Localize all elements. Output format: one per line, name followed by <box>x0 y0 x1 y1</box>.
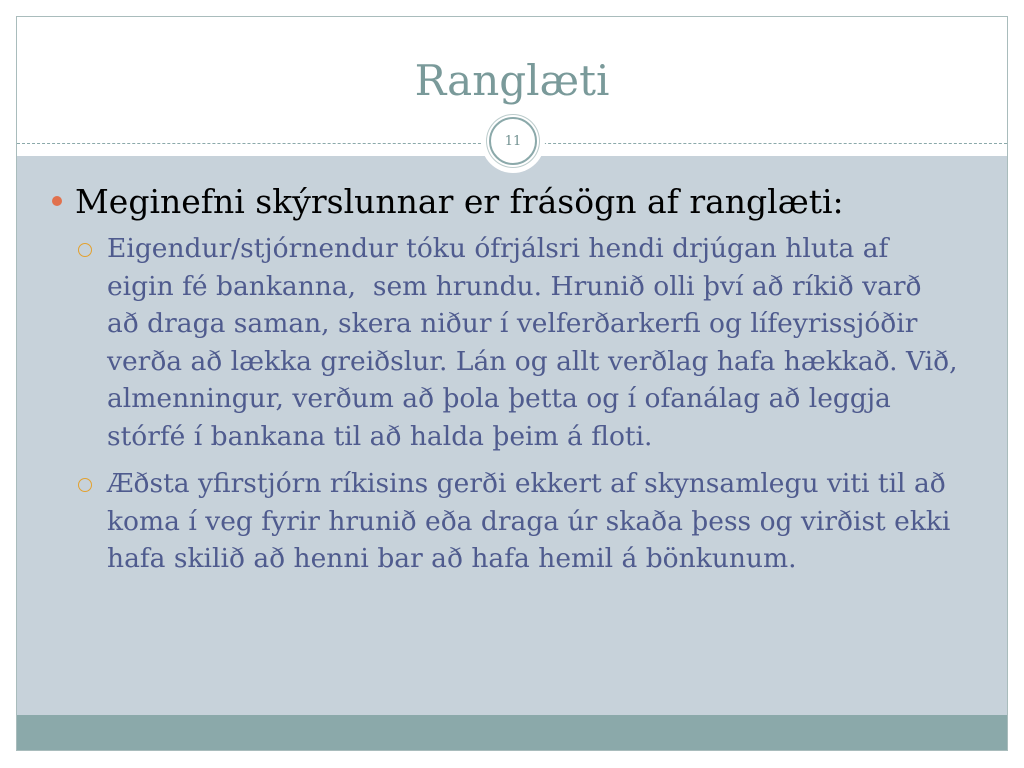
sub-bullet-line: stórfé í bankana til að halda þeim á floti. <box>107 420 653 452</box>
sub-bullet-paragraph <box>107 465 950 578</box>
footer-band <box>17 715 1007 750</box>
sub-bullet-paragraph <box>107 230 958 456</box>
sub-bullet-line: Eigendur/stjórnendur tóku ófrjálsri hendi drjúgan hluta af <box>107 233 889 264</box>
sub-bullet-line: verða að lækka greiðslur. Lán og allt verðlag hafa hækkað. Við, <box>107 345 958 377</box>
slide-number: 11 <box>504 133 522 149</box>
hollow-circle-bullet-icon <box>78 478 92 492</box>
hollow-circle-bullet-icon <box>78 243 92 257</box>
sub-bullet-line: eigin fé bankanna, sem hrundu. Hrunið olli því að ríkið varð <box>107 270 922 302</box>
sub-bullet-line: Æðsta yfirstjórn ríkisins gerði ekkert af skynsamlegu viti til að <box>107 468 946 499</box>
slide-number-badge <box>489 117 537 165</box>
sub-bullet-line: að draga saman, skera niður í velferðarkerfi og lífeyrissjóðir <box>107 308 918 340</box>
sub-bullet-line: hafa skilið að henni bar að hafa hemil á bönkunum. <box>107 543 797 575</box>
sub-bullet-line: koma í veg fyrir hrunið eða draga úr skaða þess og virðist ekki <box>107 505 951 537</box>
slide-title: Ranglæti <box>414 56 610 105</box>
main-bullet-text: Meginefni skýrslunnar er frásögn af ranglæti: <box>75 182 844 221</box>
bullet-dot-icon <box>52 196 62 206</box>
sub-bullet-line: almenningur, verðum að þola þetta og í ofanálag að leggja <box>107 383 891 415</box>
